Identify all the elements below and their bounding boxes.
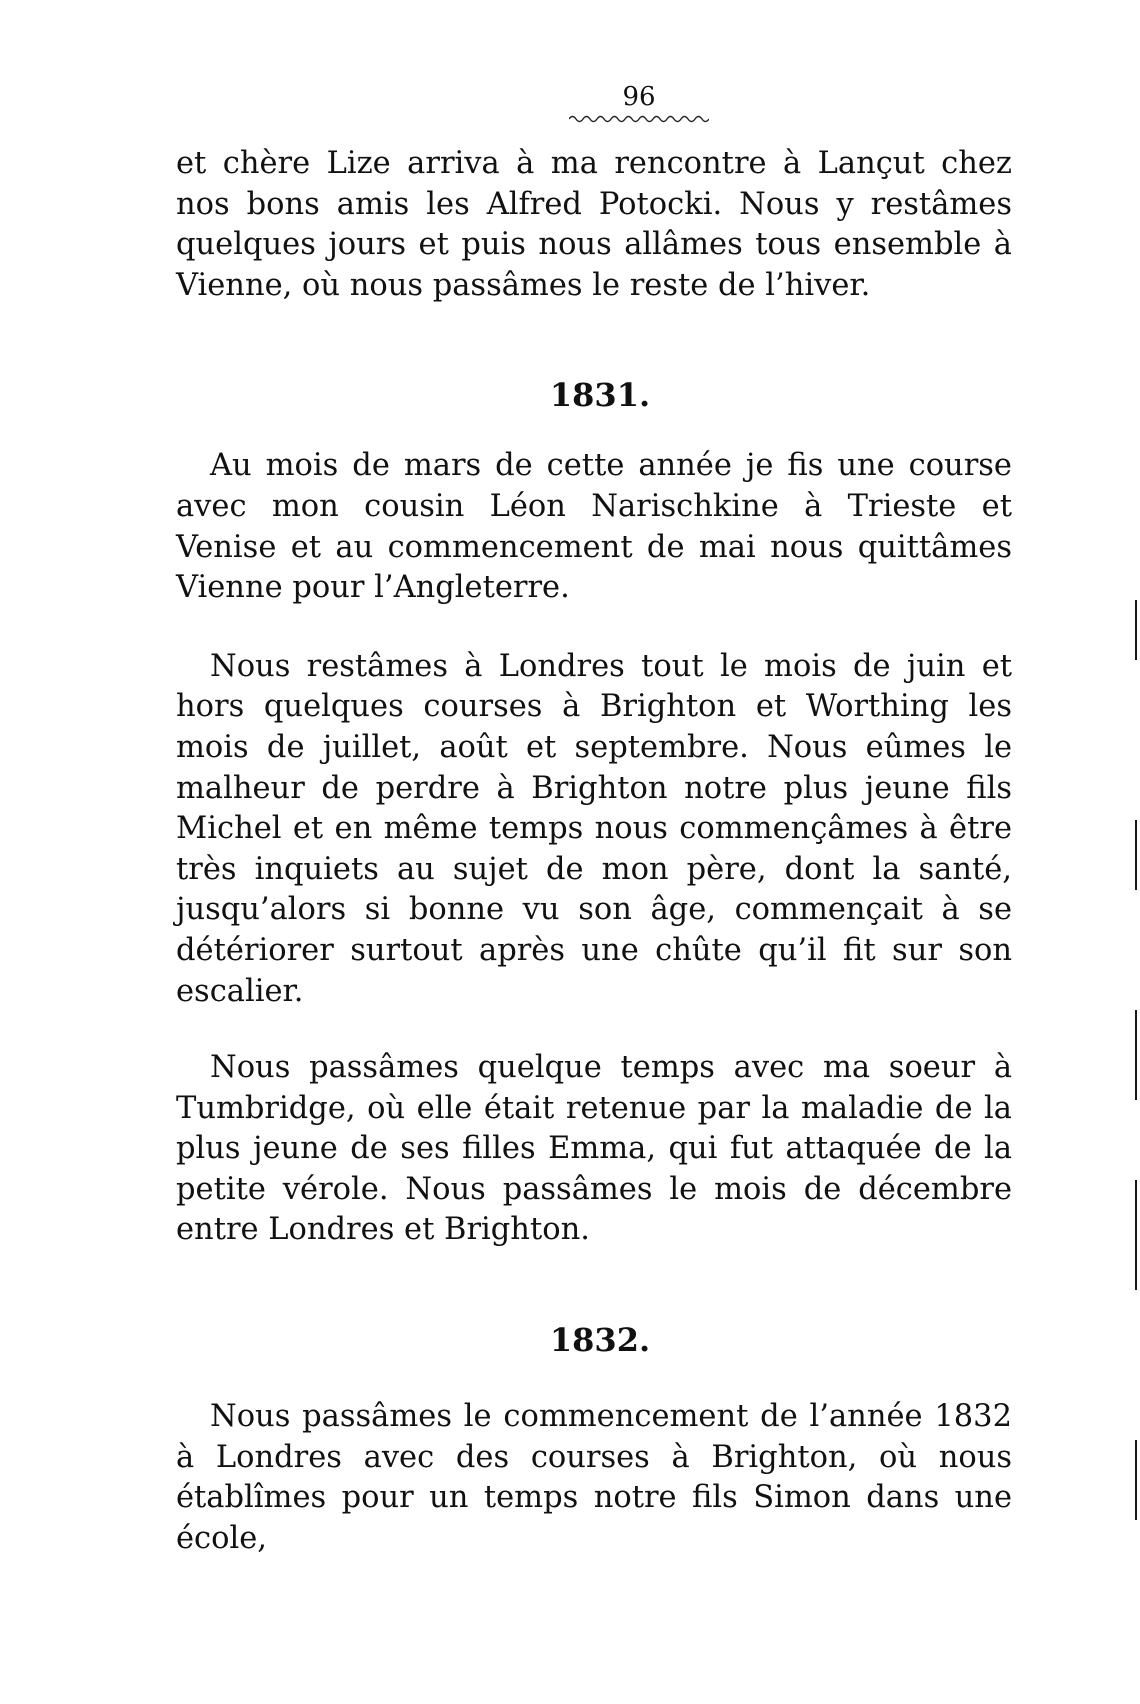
paragraph-continuation: et chère Lize arriva à ma rencontre à Lançut chez nos bons amis les Alfred Potocki. Nous y restâmes quelques jours et puis nous allâmes tous ensemble à Vienne, où nous passâmes le reste de l’hiver. [176, 146, 1012, 303]
paragraph-1832-start: Nous passâmes le commencement de l’année 1832 à Londres avec des courses à Brighton, où nous établîmes pour un temps notre fils Simon dans une école, [176, 1399, 1012, 1556]
scan-edge-mark [1135, 1440, 1137, 1520]
paragraph-spacer [176, 1012, 1012, 1048]
page-number: 96 [622, 82, 656, 112]
year-heading-1832: 1832. [549, 1321, 651, 1360]
year-heading-1831: 1831. [549, 376, 651, 415]
scan-edge-mark [1135, 600, 1137, 660]
wavy-rule-ornament [569, 114, 709, 124]
scan-edge-mark [1135, 1010, 1137, 1100]
paragraph-london-summer: Nous restâmes à Londres tout le mois de juin et hors quelques courses à Brighton et Worthing les mois de juillet, août et septembre. Nous eûmes le malheur de perdre à Brighton notre plus jeune fils Michel et en même temps nous commençâmes à être très inquiets au sujet de mon père, dont la santé, jusqu’alors si bonne vu son âge, commençait à se détériorer surtout après une chûte qu’il fit sur son escalier. [176, 648, 1012, 1009]
book-page [176, 70, 1012, 1559]
scan-edge-mark [1135, 1180, 1137, 1290]
scan-edge-mark [1135, 820, 1137, 890]
paragraph-spacer [176, 609, 1012, 647]
paragraph-march-course: Au mois de mars de cette année je fis une course avec mon cousin Léon Narischkine à Trieste et Venise et au commencement de mai nous quittâmes Vienne pour l’Angleterre. [176, 448, 1012, 606]
paragraph-tumbridge: Nous passâmes quelque temps avec ma soeur à Tumbridge, où elle était retenue par la maladie de la plus jeune de ses filles Emma, qui fut attaquée de la petite vérole. Nous passâmes le mois de décembre entre Londres et Brighton. [176, 1050, 1012, 1248]
